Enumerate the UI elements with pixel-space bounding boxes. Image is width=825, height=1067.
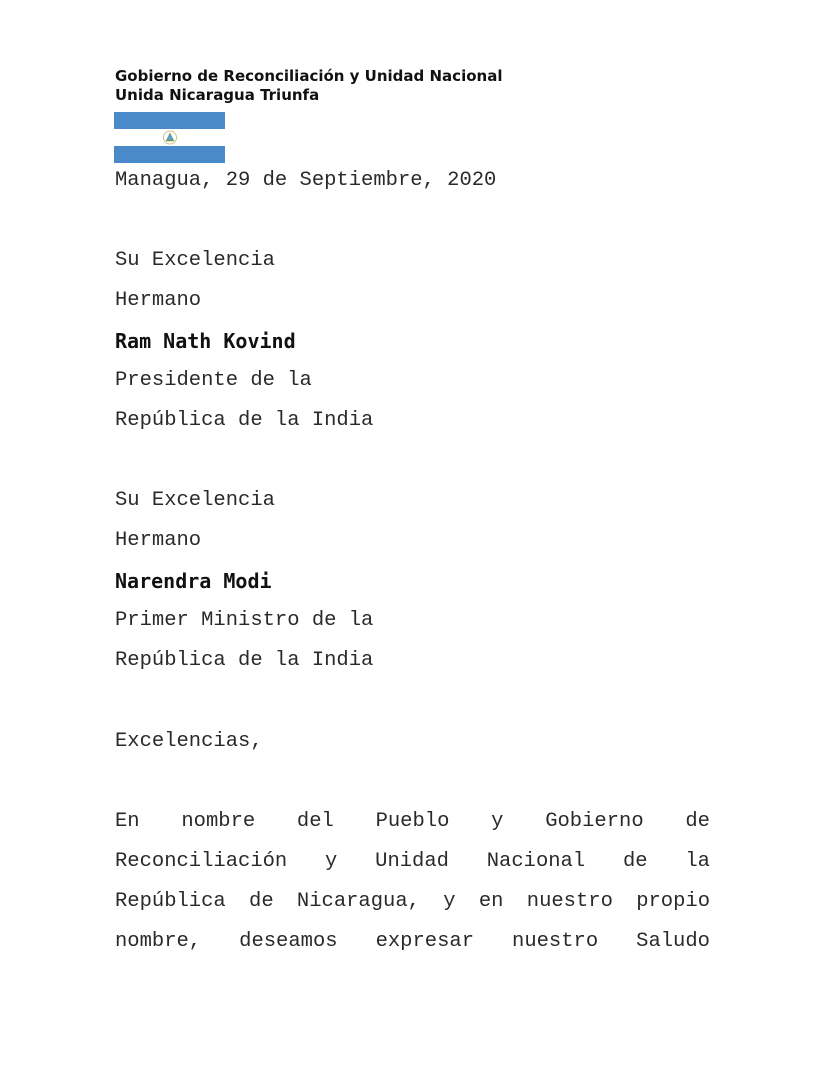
recipient2-position-line1: Primer Ministro de la [115,609,374,632]
recipient2-title: Su Excelencia [115,489,275,512]
recipient1-title: Su Excelencia [115,249,275,272]
recipient1-position-line1: Presidente de la [115,369,312,392]
paragraph-word: de [622,850,648,873]
date-line: Managua, 29 de Septiembre, 2020 [115,169,497,192]
paragraph-word: propio [636,890,710,913]
paragraph-line [115,930,710,954]
paragraph-word: de [685,810,710,833]
paragraph-line [115,810,710,834]
paragraph-word: Unidad [375,850,449,873]
paragraph-word: y [325,850,338,873]
letterhead-motto: Unida Nicaragua Triunfa [115,86,320,104]
paragraph-word: Pueblo [375,810,450,833]
recipient2-position-line2: República de la India [115,649,374,672]
paragraph-word: expresar [375,930,474,953]
coat-of-arms-icon [162,130,178,145]
flag-top-band [114,112,225,129]
recipient1-salutation: Hermano [115,289,202,312]
paragraph-word: en [478,890,504,913]
recipient1-position-line2: República de la India [115,409,374,432]
paragraph-word: y [491,810,504,833]
nicaragua-flag-icon [114,112,225,163]
paragraph-word: Gobierno [545,810,644,833]
paragraph-word: nombre [181,810,256,833]
recipient2-name: Narendra Modi [115,569,272,593]
paragraph-word: deseamos [239,930,338,953]
paragraph-word: Nacional [486,850,586,873]
paragraph-word: En [115,810,140,833]
flag-bottom-band [114,146,225,163]
recipient2-salutation: Hermano [115,529,202,552]
paragraph-word: nuestro [526,890,613,913]
recipient1-name: Ram Nath Kovind [115,329,296,353]
paragraph-word: de [249,890,274,913]
paragraph-word: República [115,890,226,913]
paragraph-word: nombre, [115,930,202,953]
paragraph-line [115,850,710,874]
paragraph-word: Nicaragua, [296,890,420,913]
greeting: Excelencias, [115,730,263,753]
paragraph-word: la [685,850,710,873]
letterhead-government-name: Gobierno de Reconciliación y Unidad Nacional [115,67,503,85]
flag-middle-band [114,129,225,146]
paragraph-word: y [443,890,456,913]
letterhead [115,67,502,105]
paragraph-word: Saludo [636,930,710,953]
paragraph-word: del [296,810,334,833]
paragraph-line [115,890,710,914]
paragraph-word: nuestro [512,930,599,953]
paragraph-word: Reconciliación [115,850,288,873]
